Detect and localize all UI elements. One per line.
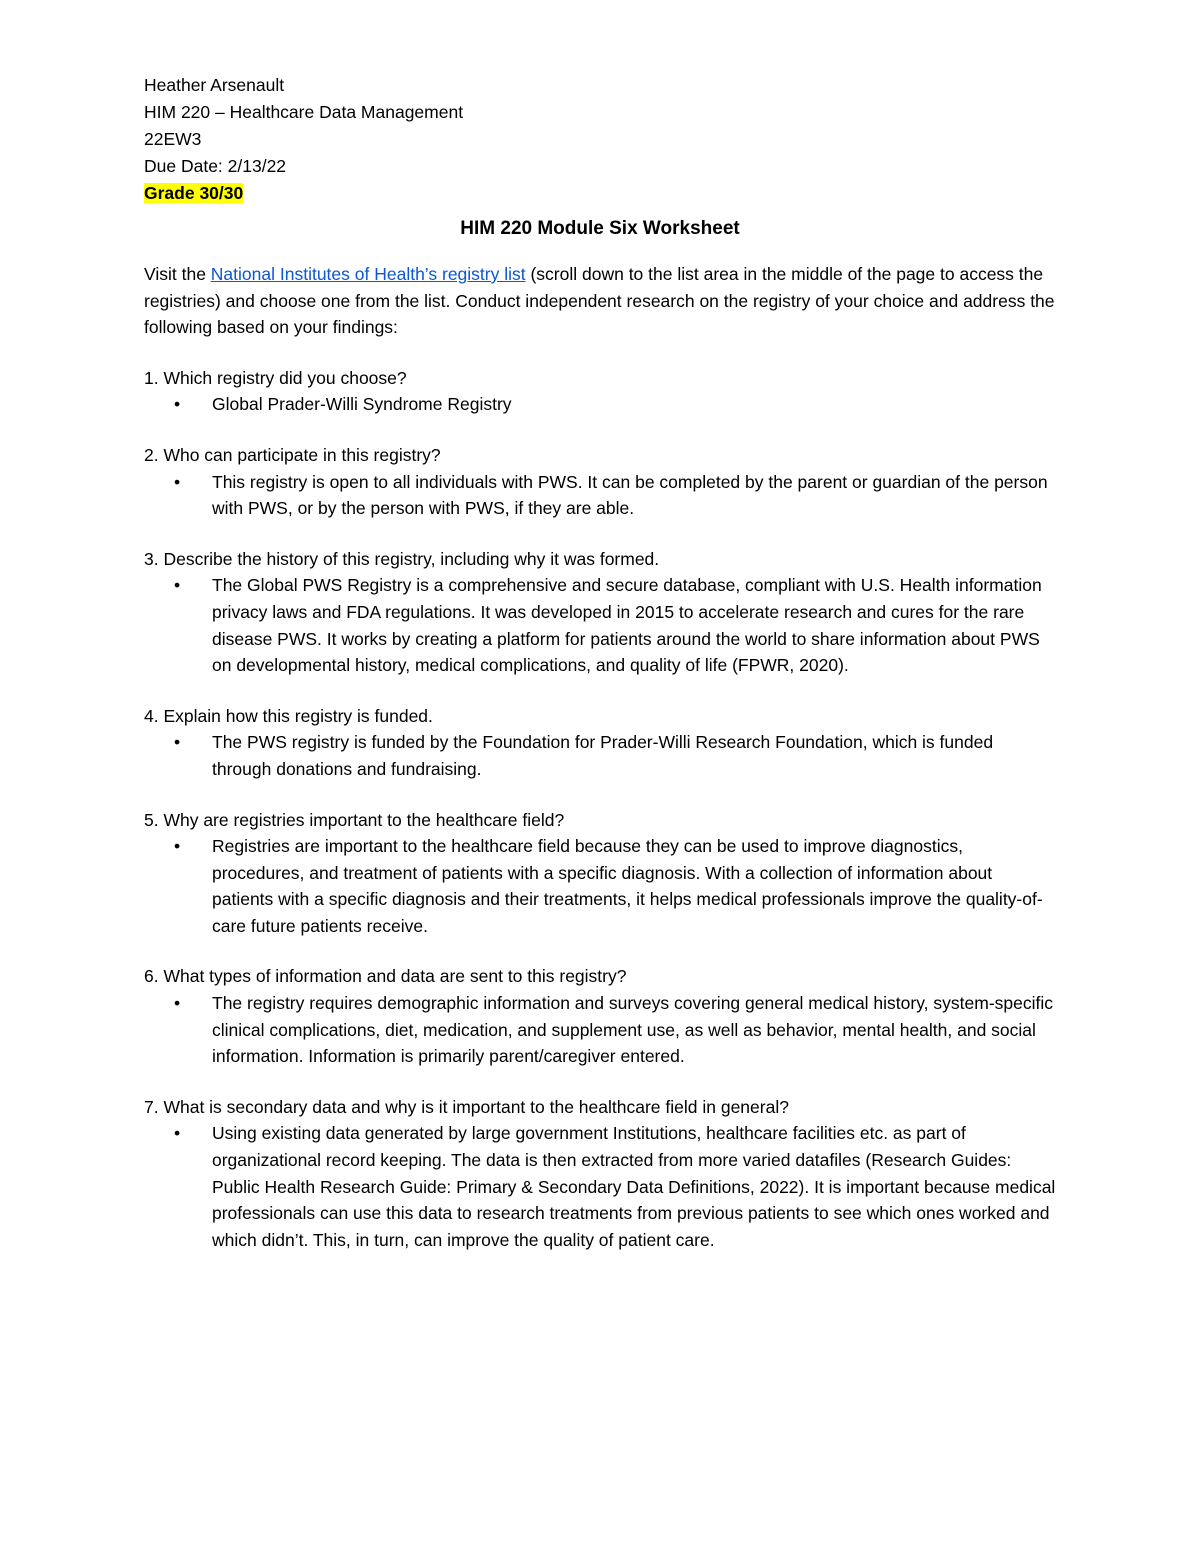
question-text: 5. Why are registries important to the healthcare field? [144, 809, 565, 830]
due-date: Due Date: 2/13/22 [144, 156, 287, 176]
question-text: 2. Who can participate in this registry? [144, 444, 441, 465]
question-item [144, 703, 1056, 783]
question-item [144, 1094, 1056, 1254]
intro-paragraph [144, 261, 1056, 341]
answer-text: This registry is open to all individuals with PWS. It can be completed by the parent or guardian of the person with PWS, or by the person with PWS, if they are able. [212, 471, 1048, 519]
bullet-icon: • [174, 471, 181, 492]
answer-text: Global Prader-Willi Syndrome Registry [212, 394, 512, 415]
nih-registry-link[interactable]: National Institutes of Health’s registry list [210, 264, 526, 284]
intro-suffix: (scroll down to the list area in the middle of the page to access the registries) and choose one from the list. Conduct independent research on the registry of your choice and address the following based on your findings: [144, 264, 1055, 338]
question-text: 6. What types of information and data are sent to this registry? [144, 966, 627, 987]
question-item [144, 546, 1056, 679]
answer-text: The Global PWS Registry is a comprehensive and secure database, compliant with U.S. Health information privacy laws and FDA regulations. It was developed in 2015 to accelerate research and cures for the rare disease PWS. It works by creating a platform for patients around the world to share information about PWS on developmental history, medical complications, and quality of life (FPWR, 2020). [212, 575, 1042, 676]
question-text: 7. What is secondary data and why is it important to the healthcare field in general? [144, 1096, 789, 1117]
answer-item [144, 833, 1056, 939]
grade-highlight: Grade 30/30 [144, 183, 244, 203]
intro-prefix: Visit the [144, 264, 211, 284]
answer-item [144, 1120, 1056, 1253]
course-name: HIM 220 – Healthcare Data Management [144, 102, 464, 122]
question-text: 4. Explain how this registry is funded. [144, 705, 433, 726]
question-item [144, 442, 1056, 522]
answer-text: Using existing data generated by large government Institutions, healthcare facilities etc. as part of organizational record keeping. The data is then extracted from more varied datafiles (Research Guides: Public Health Research Guide: Primary & Secondary Data Definitions, 2022). It is important because medical professionals can use this data to research treatments from previous patients to see which ones worked and which didn’t. This, in turn, can improve the quality of patient care. [212, 1123, 1056, 1250]
grade-line [144, 180, 1056, 207]
page-title: HIM 220 Module Six Worksheet [460, 218, 740, 239]
bullet-icon: • [174, 836, 181, 857]
term-code: 22EW3 [144, 129, 202, 149]
question-text: 3. Describe the history of this registry, including why it was formed. [144, 548, 660, 569]
answer-item [144, 391, 1056, 418]
answer-item [144, 572, 1056, 678]
answer-text: Registries are important to the healthcare field because they can be used to improve diagnostics, procedures, and treatment of patients with a specific diagnosis. With a collection of information about patients with a specific diagnosis and their treatments, it helps medical professionals improve the quality-of-care future patients receive. [212, 836, 1043, 936]
answer-item [144, 469, 1056, 522]
bullet-icon: • [174, 394, 181, 415]
bullet-icon: • [174, 575, 181, 596]
header-block [144, 72, 1056, 207]
bullet-icon: • [174, 993, 181, 1014]
question-item [144, 807, 1056, 940]
answer-item [144, 729, 1056, 782]
question-item [144, 365, 1056, 418]
bullet-icon: • [174, 1123, 181, 1144]
answer-text: The PWS registry is funded by the Foundation for Prader-Willi Research Foundation, which is funded through donations and fundraising. [212, 732, 994, 779]
question-text: 1. Which registry did you choose? [144, 367, 407, 388]
answer-text: The registry requires demographic information and surveys covering general medical history, system-specific clinical complications, diet, medication, and supplement use, as well as behavior, mental health, and social information. Information is primarily parent/caregiver entered. [212, 993, 1053, 1067]
author-name: Heather Arsenault [144, 75, 285, 95]
question-item [144, 963, 1056, 1069]
bullet-icon: • [174, 732, 181, 753]
answer-item [144, 990, 1056, 1070]
